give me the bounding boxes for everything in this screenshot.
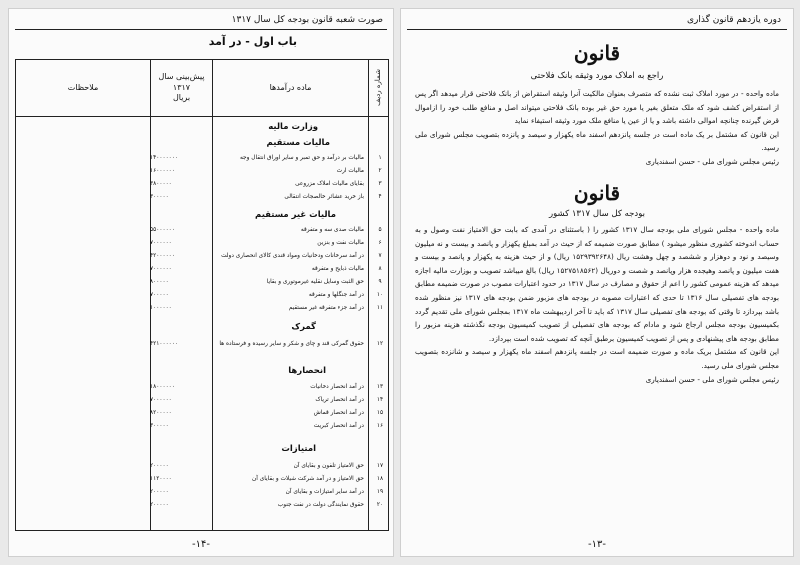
row-amount: ۷۰۰۰۰۰۰ xyxy=(150,240,172,246)
row-amount: ۸۲۰۰۰۰۰ xyxy=(150,410,172,416)
row-number: ۱ xyxy=(378,155,382,161)
header-row-no xyxy=(369,60,388,116)
section-heading: مالیات غیر مستقیم xyxy=(255,210,336,220)
row-number: ۱۲ xyxy=(376,341,384,347)
header-revenue-items: ماده درآمدها xyxy=(269,82,312,92)
row-number: ۲ xyxy=(378,168,382,174)
row-amount: ۷۰۰۰۰۰۰ xyxy=(150,397,172,403)
row-description: حقوق گمرکی قند و چای و شکر و سایر رسیده و فرستاده ها xyxy=(219,341,364,347)
row-amount: ۳۰۰۰۰۰ xyxy=(150,194,169,200)
table-row xyxy=(16,341,388,350)
row-description: در آمد انحصار کبریت xyxy=(313,423,364,429)
law-subtitle: بودجه کل سال ۱۳۱۷ کشور xyxy=(549,209,645,219)
table-row xyxy=(16,266,388,275)
row-number: ۱۵ xyxy=(376,410,384,416)
table-row xyxy=(16,423,388,432)
table-row xyxy=(16,463,388,472)
running-header: صورت شعبه قانون بودجه کل سال ۱۳۱۷ xyxy=(231,15,383,25)
row-amount: ۳۸۰۰۰۰۰ xyxy=(150,181,172,187)
table-row xyxy=(16,410,388,419)
row-amount: ۲۰۰۰۰۰ xyxy=(150,502,169,508)
header-divider xyxy=(16,116,388,117)
row-description: در آمد سرخانات ودخانیات ومواد قندی کالای انحصاری دولت xyxy=(221,253,364,259)
row-amount: ۷۰۰۰۰۰۰ xyxy=(150,266,172,272)
signature-line: رئیس مجلس شورای ملی - حسن اسفندیاری xyxy=(645,156,779,166)
row-number: ۴ xyxy=(378,194,382,200)
table-row xyxy=(16,292,388,301)
law-subtitle: راجع به املاک مورد وثیقه بانک فلاحتی xyxy=(530,71,664,81)
row-description: مالیات نفت و بنزین xyxy=(317,240,364,246)
row-description: حق الثبت وسایل نقلیه غیرموتوری و بقایا xyxy=(266,279,364,285)
law-title: قانون xyxy=(573,41,621,65)
row-description: باز خرید عشائر خالصجات انتقالی xyxy=(284,194,364,200)
row-number: ۶ xyxy=(378,240,382,246)
row-number: ۵ xyxy=(378,227,382,233)
row-number: ۹ xyxy=(378,279,382,285)
row-number: ۱۸ xyxy=(376,476,384,482)
header-estimate xyxy=(151,60,212,116)
row-amount: ۴۲۱۰۰۰۰۰۰ xyxy=(150,341,179,347)
table-row xyxy=(16,489,388,498)
row-description: مالیات بر درآمد و حق تمبر و سایر اوراق انتقال وجه xyxy=(239,155,364,161)
section-heading: انحصارها xyxy=(288,366,326,376)
row-description: در آمد سایر امتیازات و بقایای آن xyxy=(285,489,364,495)
table-row xyxy=(16,181,388,190)
row-amount: ۱۴۰۰۰۰۰۰۰ xyxy=(150,155,179,161)
table-row xyxy=(16,240,388,249)
row-number: ۱۳ xyxy=(376,384,384,390)
table-row xyxy=(16,279,388,288)
header-row-no-label: شماره ردیف xyxy=(373,69,382,107)
table-row xyxy=(16,227,388,236)
row-amount: ۱۸۰۰۰۰۰۰ xyxy=(150,384,175,390)
law-body xyxy=(415,223,779,386)
running-header: دوره یازدهم قانون گذاری xyxy=(686,15,781,25)
row-description: در آمد جنگلها و متفرقه xyxy=(308,292,364,298)
row-description: در آمد انحصار قماش xyxy=(313,410,364,416)
row-number: ۷ xyxy=(378,253,382,259)
row-amount: ۳۰۰۰۰۰ xyxy=(150,423,169,429)
row-amount: ۲۰۰۰۰۰ xyxy=(150,489,169,495)
left-page xyxy=(8,8,394,557)
row-amount: ۸۰۰۰۰۰ xyxy=(150,279,169,285)
revenue-table xyxy=(15,59,389,531)
row-amount: ۴۲۰۰۰۰۰۰ xyxy=(150,253,175,259)
row-description: در آمد جزء متفرقه غیر مستقیم xyxy=(288,305,364,311)
table-row xyxy=(16,155,388,164)
row-number: ۲۰ xyxy=(376,502,384,508)
chapter-title: باب اول - در آمد xyxy=(208,35,297,48)
header-estimate-unit: بریال xyxy=(172,93,191,103)
header-estimate-label: پیش‌بینی سال ۱۳۱۷ xyxy=(158,72,205,92)
row-amount: ۱۱۲۰۰۰۰ xyxy=(150,476,172,482)
row-description: مالیات صدی سه و متفرقه xyxy=(300,227,364,233)
section-heading: امتیازات xyxy=(281,444,316,454)
table-row xyxy=(16,168,388,177)
row-description: در آمد انحصار تریاک xyxy=(315,397,364,403)
law-paragraph: ماده واحده - در مورد املاک ثبت نشده که متصرف بعنوان مالکیت آنرا وثیقه استقراض از بانک فلاحتی قرار میدهد اگر پس از استقراض کشف شود که ملک متعلق بغیر یا مورد حق غیر بوده بانک فلاحتی میتواند اصل و منافع طلب خود را ازاموال قرض گیرنده چنانچه اموالی داشته باشد و یا از عین یا منافع ملک مورد وثیقه استیفاء نماید xyxy=(415,89,779,126)
header-rule xyxy=(407,29,787,30)
row-number: ۱۱ xyxy=(376,305,384,311)
page-number: -۱۴- xyxy=(192,539,210,550)
row-description: بقایای مالیات املاک مزروعی xyxy=(295,181,364,187)
row-description: در آمد انحصار دخانیات xyxy=(310,384,364,390)
row-number: ۱۰ xyxy=(376,292,384,298)
row-number: ۳ xyxy=(378,181,382,187)
header-rule xyxy=(15,29,387,30)
table-row xyxy=(16,502,388,511)
table-row xyxy=(16,194,388,203)
page-number: -۱۳- xyxy=(588,539,606,550)
table-row xyxy=(16,397,388,406)
row-number: ۱۴ xyxy=(376,397,384,403)
header-notes: ملاحظات xyxy=(67,82,99,92)
section-heading: گمرک xyxy=(291,322,316,332)
law-paragraph: ماده واحده - مجلس شورای ملی بودجه سال ۱۳۱۷ کشور را ( باستثنای در آمدی که بابت حق الامتیاز نفت وصول و به حساب اندوخته کشوری منظور میشود ) مطابق صورت ضمیمه که از حیث در آمد بمبلغ یکهزار و پانصد و بیست و نه میلیون وسیصد و نود و دوهزار و ششصد و چهل وهشت ریال (۱۵۲۹۳۹۲۶۴۸ ریال) و از حیث هزینه به یکهزار و پانصد و بیست و هفت میلیون و پانصد وهیجده هزار وپانصد و شصت و دوریال (۱۵۲۷۵۱۸۵۶۲ ریال) بالغ میباشد تصویب و بوزارت مالیه اجازه میدهد که هزینه عمومی کشور را اعم از حقوق و مصارف در سال ۱۳۱۷ در حدود اعتبارات مصوب در صورت ضمیمه مطابق بودجه های تفصیلی سال ۱۳۱۶ تا حدی که اعتبارات مصوبه در بودجه های مزبور ضمن بودجه های ۱۳۱۷ نیز منظور شده باشد بپردازد تا وقتی که بودجه های تفصیلی سال ۱۳۱۷ که باید تا آخر اردیبهشت ماه ۱۳۱۷ بمجلس شورای ملی تقدیم گردد بکمیسیون بودجه مجلس ارجاع شود و مادام که بودجه های تفصیلی از تصویب کمیسیون بودجه نگذشته هزینه مزبور را مطابق بودجه های پیشنهادی و پس از تصویب کمیسیون برطبق آنچه که تصویب شده است بپردازد. xyxy=(415,225,779,343)
table-row xyxy=(16,305,388,314)
law-title: قانون xyxy=(573,181,621,205)
row-number: ۸ xyxy=(378,266,382,272)
signature-line: رئیس مجلس شورای ملی - حسن اسفندیاری xyxy=(645,374,779,384)
table-row xyxy=(16,253,388,262)
row-description: حق الامتیاز و در آمد شرکت شیلات و بقایای آن xyxy=(252,476,364,482)
row-description: حقوق نمایندگی دولت در نفت جنوب xyxy=(277,502,364,508)
ministry-heading: وزارت مالیه xyxy=(268,122,318,132)
right-page xyxy=(400,8,794,557)
table-row xyxy=(16,476,388,485)
row-amount: ۱۰۰۰۰۰۰ xyxy=(150,305,172,311)
row-description: مالیات ذبایح و متفرقه xyxy=(311,266,364,272)
row-description: حق الامتیاز تلفون و بقایای آن xyxy=(293,463,364,469)
row-amount: ۲۰۰۰۰۰ xyxy=(150,463,169,469)
table-row xyxy=(16,384,388,393)
row-amount: ۷۰۰۰۰۰ xyxy=(150,292,169,298)
row-amount: ۱۶۰۰۰۰۰۰ xyxy=(150,168,175,174)
row-amount: ۵۵۰۰۰۰۰۰ xyxy=(150,227,175,233)
row-number: ۱۶ xyxy=(376,423,384,429)
row-description: مالیات ارث xyxy=(336,168,364,174)
law-paragraph: این قانون که مشتمل بر یک ماده است در جلسه پانزدهم اسفند ماه یکهزار و سیصد و پانزده بتصویب مجلس شورای ملی رسید. xyxy=(415,129,779,153)
law-paragraph: این قانون که مشتمل بریک ماده و صورت ضمیمه است در جلسه پانزدهم اسفند ماه یکهزار و سیصد و شانزده بتصویب مجلس شورای ملی رسید. xyxy=(415,347,779,370)
law-body xyxy=(415,87,779,169)
row-number: ۱۷ xyxy=(376,463,384,469)
section-heading: مالیات مستقیم xyxy=(266,138,330,148)
row-number: ۱۹ xyxy=(376,489,384,495)
